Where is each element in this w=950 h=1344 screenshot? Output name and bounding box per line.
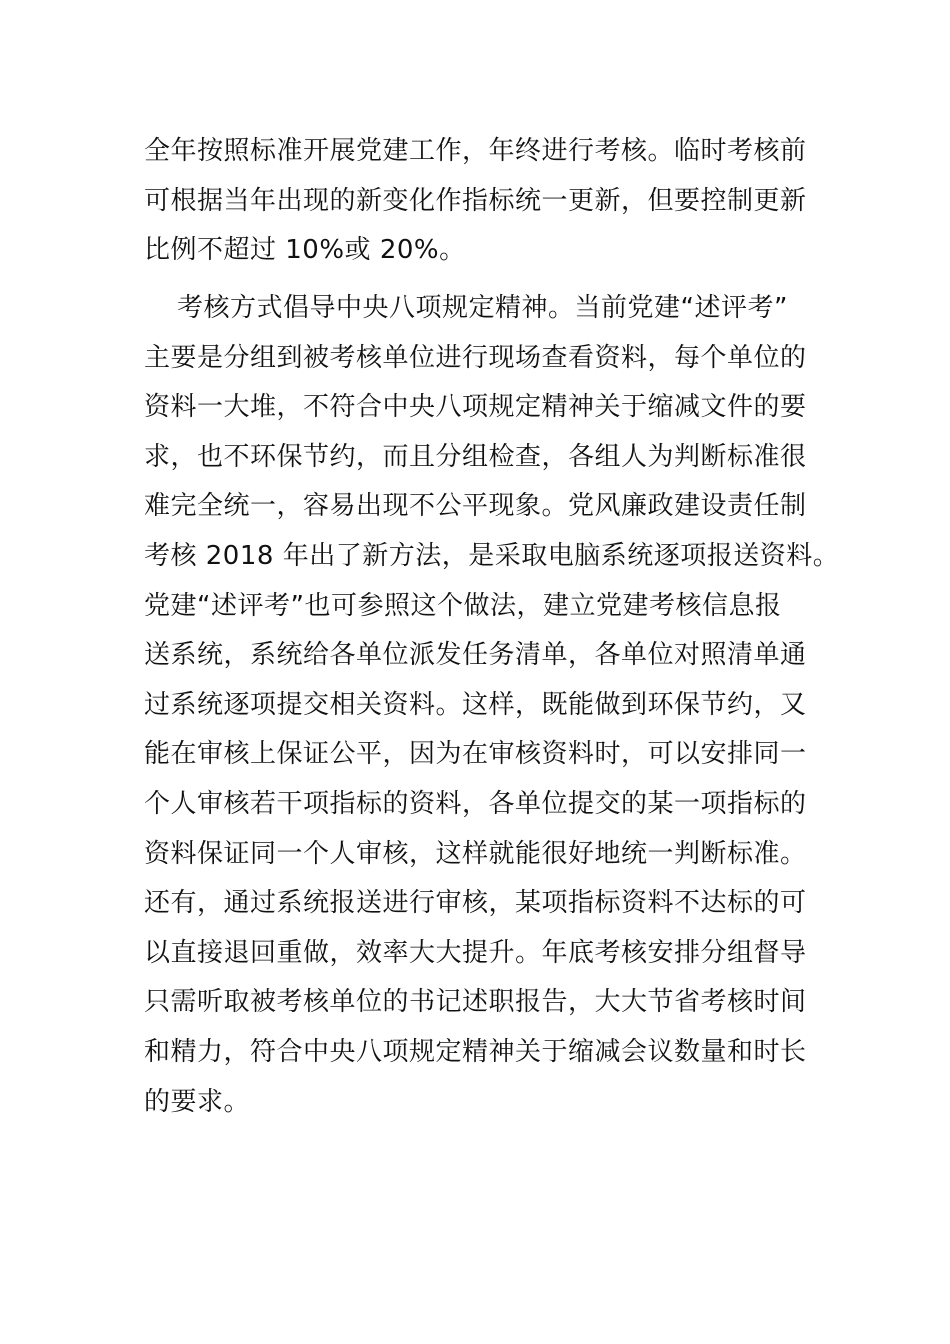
- text-line: 比例不超过 10%或 20%。: [144, 235, 466, 266]
- text-line: 只需听取被考核单位的书记述职报告，大大节省考核时间: [144, 987, 807, 1018]
- text-line: 难完全统一，容易出现不公平现象。党风廉政建设责任制: [144, 491, 807, 522]
- text-line: 考核方式倡导中央八项规定精神。当前党建“述评考”: [177, 293, 788, 323]
- text-line: 过系统逐项提交相关资料。这样，既能做到环保节约，又: [144, 689, 807, 720]
- text-line: 还有，通过系统报送进行审核，某项指标资料不达标的可: [144, 888, 807, 919]
- text-line: 党建“述评考”也可参照这个做法，建立党建考核信息报: [144, 590, 782, 621]
- text-line: 个人审核若干项指标的资料，各单位提交的某一项指标的: [144, 788, 807, 819]
- text-line: 的要求。: [144, 1086, 251, 1117]
- text-line: 送系统，系统给各单位派发任务清单，各单位对照清单通: [144, 640, 807, 671]
- text-line: 可根据当年出现的新变化作指标统一更新，但要控制更新: [144, 185, 807, 216]
- paragraph-2: [144, 284, 840, 1127]
- text-line: 能在审核上保证公平，因为在审核资料时，可以安排同一: [144, 739, 807, 770]
- text-line: 以直接退回重做，效率大大提升。年底考核安排分组督导: [144, 937, 807, 968]
- paragraph-1: [144, 127, 807, 276]
- text-line: 资料一大堆，不符合中央八项规定精神关于缩减文件的要: [144, 392, 807, 423]
- text-line: 资料保证同一个人审核，这样就能很好地统一判断标准。: [144, 838, 807, 869]
- text-line: 和精力，符合中央八项规定精神关于缩减会议数量和时长: [144, 1036, 807, 1067]
- text-line: 全年按照标准开展党建工作，年终进行考核。临时考核前: [144, 136, 807, 166]
- text-line: 考核 2018 年出了新方法，是采取电脑系统逐项报送资料。: [144, 540, 840, 571]
- text-line: 求，也不环保节约，而且分组检查，各组人为判断标准很: [144, 441, 807, 472]
- text-line: 主要是分组到被考核单位进行现场查看资料，每个单位的: [144, 342, 807, 373]
